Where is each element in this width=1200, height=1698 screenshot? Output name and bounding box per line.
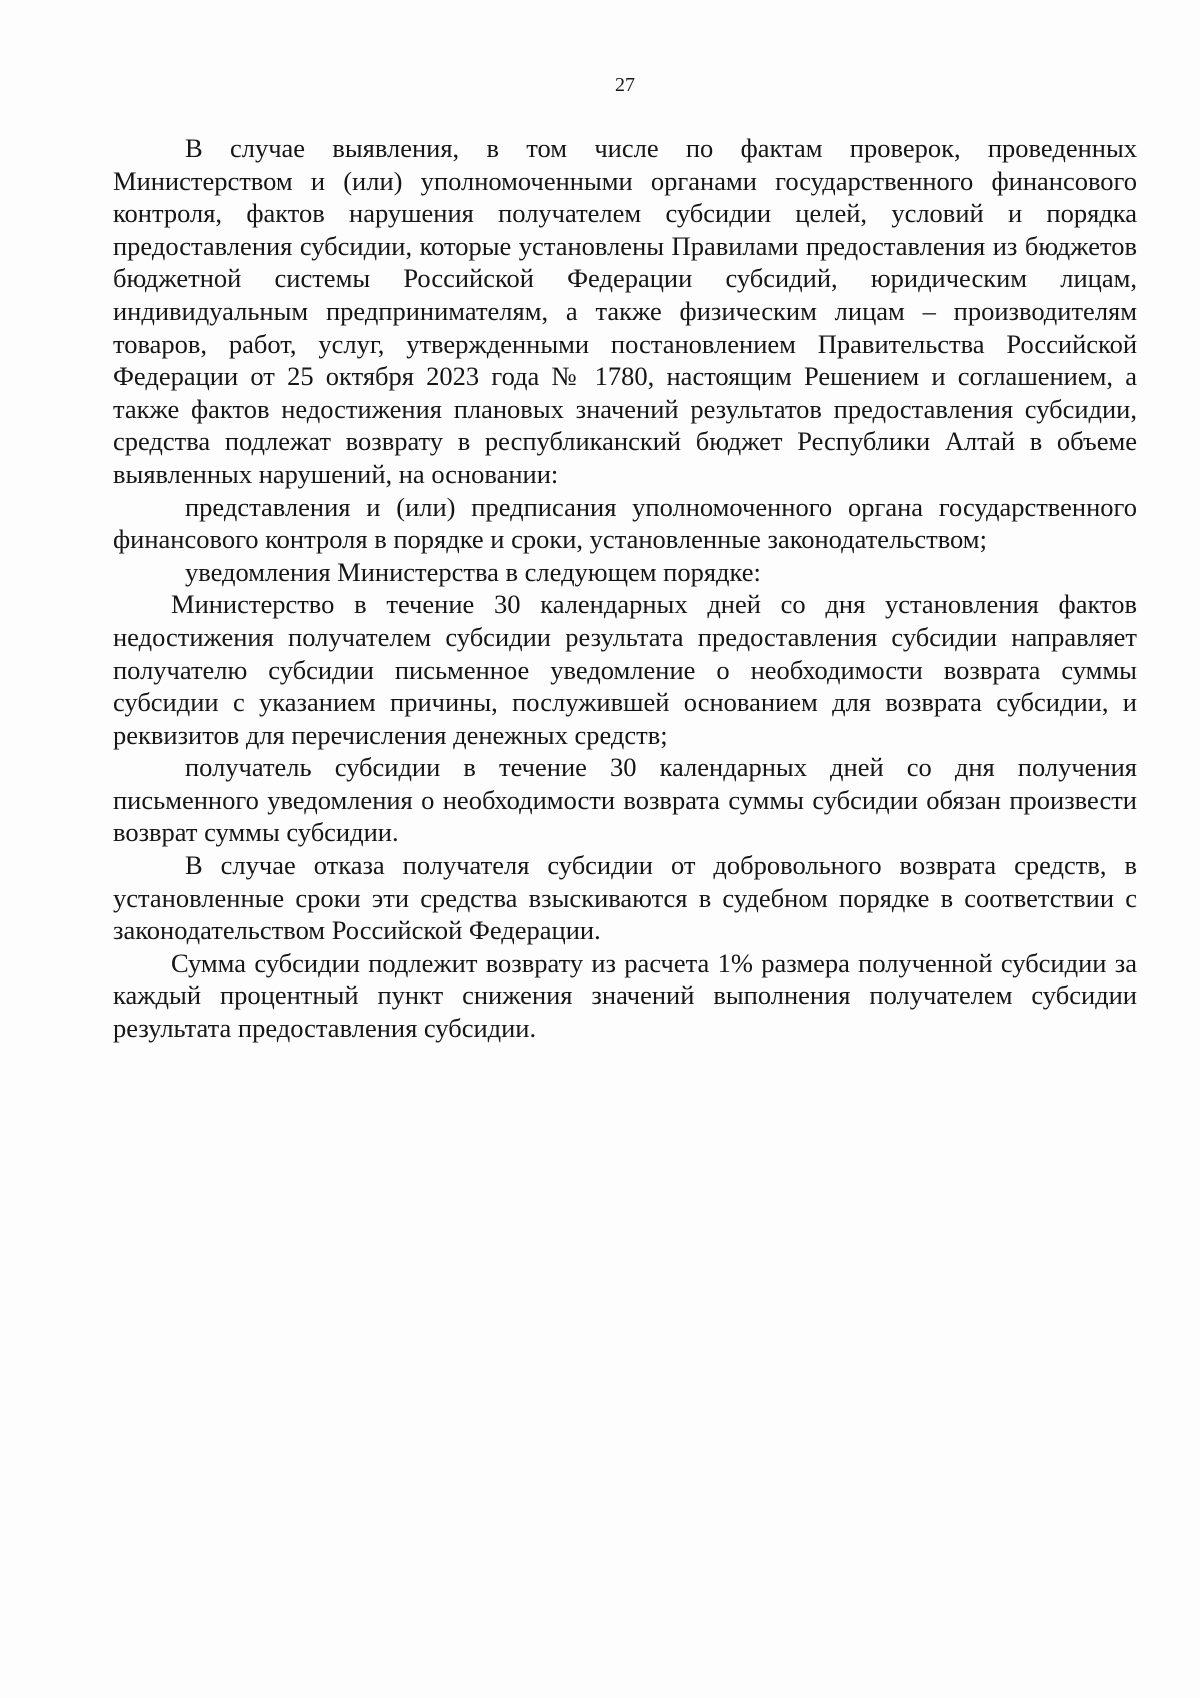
- paragraph-return-calculation: Сумма субсидии подлежит возврату из расчета 1% размера полученной субсидии за каждый процентный пункт снижения значений выполнения получателем субсидии результата предоставления субсидии.: [113, 947, 1137, 1044]
- paragraph-violations: В случае выявления, в том числе по фактам проверок, проведенных Министерством и (или) уполномоченными органами государственного финансового контроля, фактов нарушения получателем субсидии целей, условий и порядка предоставления субсидии, которые установлены Правилами предоставления из бюджетов бюджетной системы Российской Федерации субсидий, юридическим лицам, индивидуальным предпринимателям, а также физическим лицам – производителям товаров, работ, услуг, утвержденными постановлением Правительства Российской Федерации от 25 октября 2023 года № 1780, настоящим Решением и соглашением, а также фактов недостижения плановых значений результатов предоставления субсидии, средства подлежат возврату в республиканский бюджет Республики Алтай в объеме выявленных нарушений, на основании:: [113, 133, 1137, 489]
- paragraph-recipient-return: получатель субсидии в течение 30 календарных дней со дня получения письменного уведомления о необходимости возврата суммы субсидии обязан произвести возврат суммы субсидии.: [113, 752, 1137, 848]
- paragraph-court-recovery: В случае отказа получателя субсидии от добровольного возврата средств, в установленные сроки эти средства взыскиваются в судебном порядке в соответствии с законодательством Российской Федерации.: [113, 850, 1137, 946]
- paragraph-notification: уведомления Министерства в следующем порядке:: [185, 556, 761, 587]
- document-body: [113, 132, 1137, 1045]
- paragraph-ministry-notice: Министерство в течение 30 календарных дней со дня установления фактов недостижения получателем субсидии результата предоставления субсидии направляет получателю субсидии письменное уведомление о необходимости возврата суммы субсидии с указанием причины, послужившей основанием для возврата субсидии, и реквизитов для перечисления денежных средств;: [113, 589, 1137, 750]
- page-number: 27: [615, 74, 635, 96]
- paragraph-representation: представления и (или) предписания уполномоченного органа государственного финансового контроля в порядке и сроки, установленные законодательством;: [113, 491, 1137, 555]
